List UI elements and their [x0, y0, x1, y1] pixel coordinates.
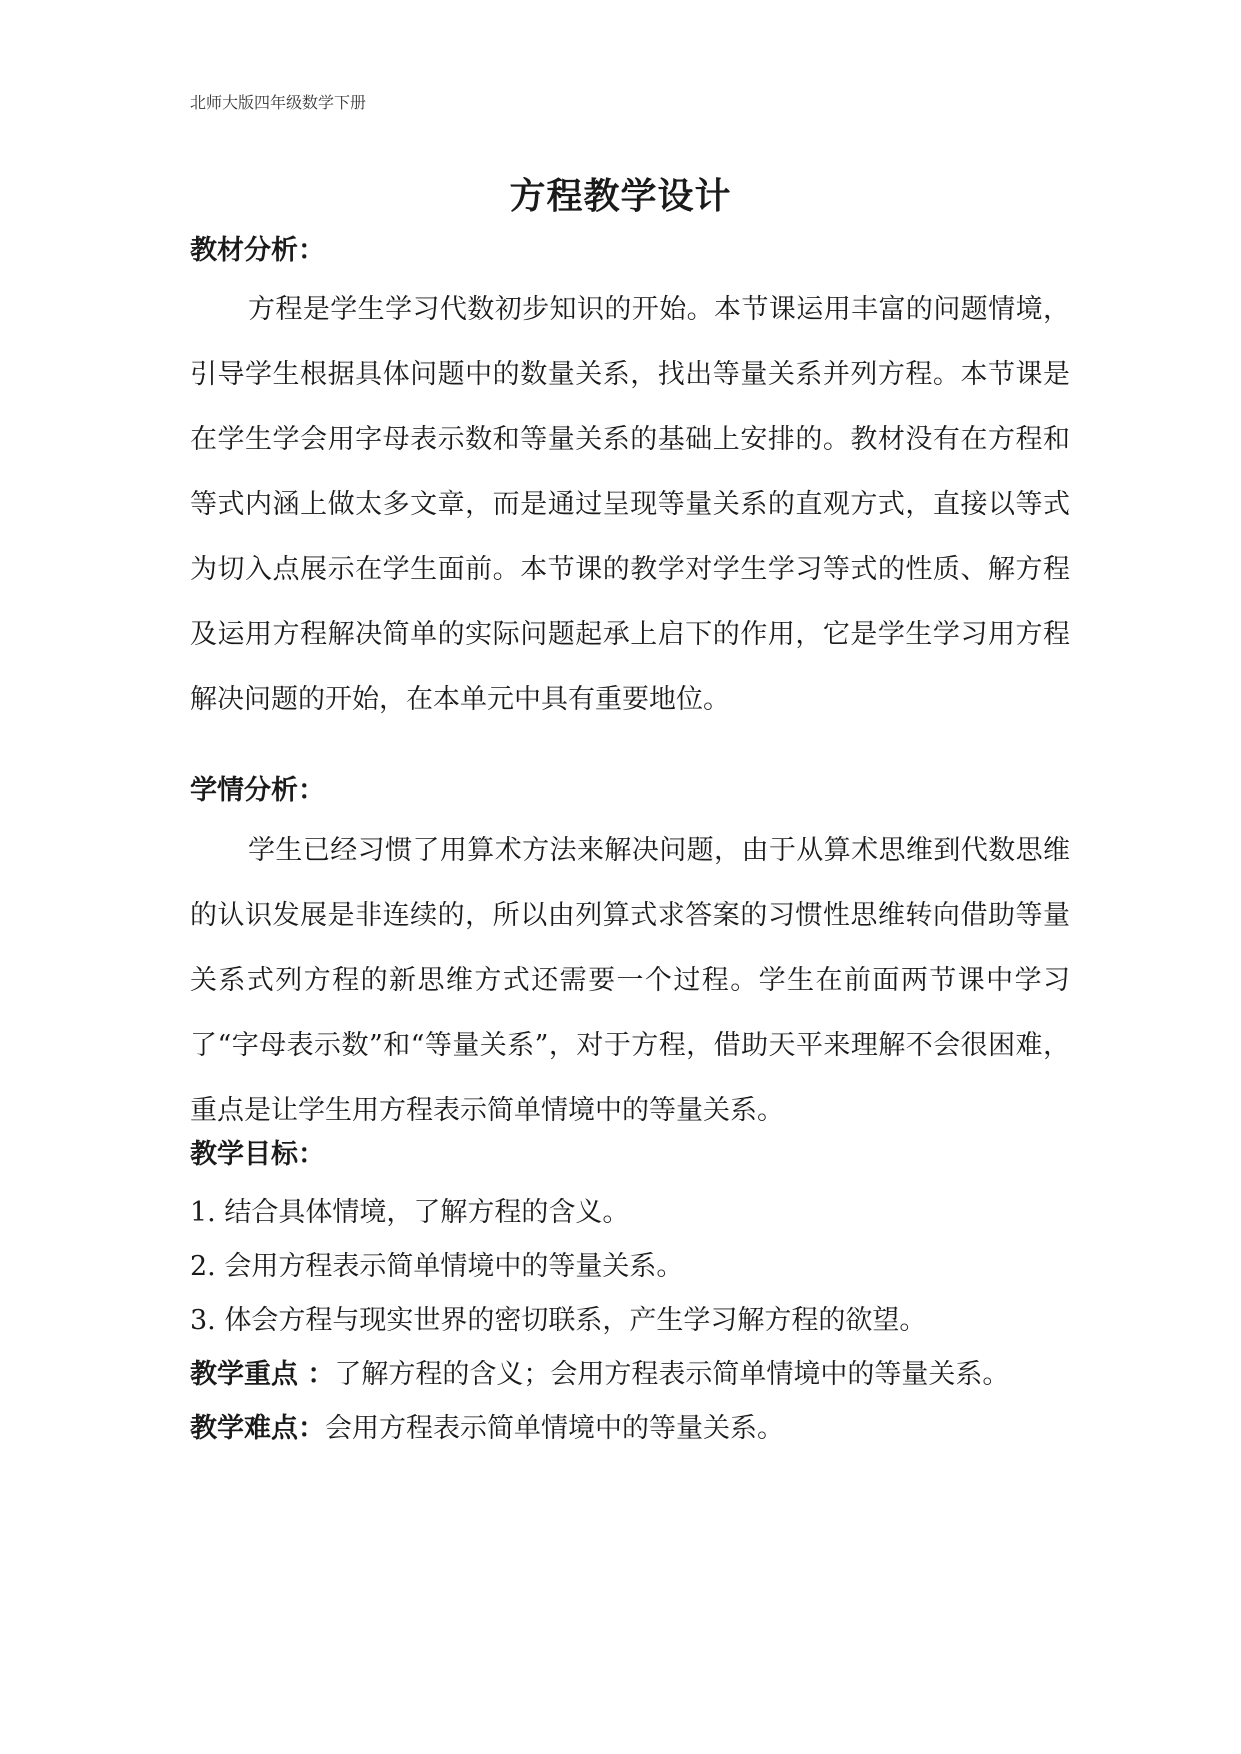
material-analysis-heading: 教材分析： [190, 235, 325, 266]
goal-item-3: 3. 体会方程与现实世界的密切联系，产生学习解方程的欲望。 [190, 1305, 927, 1336]
document-title: 方程教学设计 [509, 175, 732, 217]
goal-item-1: 1. 结合具体情境，了解方程的含义。 [190, 1197, 630, 1228]
key-point-label: 教学重点 ： [190, 1359, 335, 1390]
difficulty-text: 会用方程表示简单情境中的等量关系。 [325, 1413, 784, 1444]
key-point-text: 了解方程的含义；会用方程表示简单情境中的等量关系。 [334, 1359, 1010, 1390]
student-analysis-text: 学生已经习惯了用算术方法来解决问题，由于从算术思维到代数思维的认识发展是非连续的，所以由列算式求答案的习惯性思维转向借助等量关系式列方程的新思维方式还需要一个过程。学生在前面两节课中学习了“字母表示数”和“等量关系”，对于方程，借助天平来理解不会很困难，重点是让学生用方程表示简单情境中的等量关系。 [190, 835, 1070, 1126]
material-analysis-text: 方程是学生学习代数初步知识的开始。本节课运用丰富的问题情境，引导学生根据具体问题中的数量关系，找出等量关系并列方程。本节课是在学生学会用字母表示数和等量关系的基础上安排的。教材没有在方程和等式内涵上做太多文章，而是通过呈现等量关系的直观方式，直接以等式为切入点展示在学生面前。本节课的教学对学生学习等式的性质、解方程及运用方程解决简单的实际问题起承上启下的作用，它是学生学习用方程解决问题的开始，在本单元中具有重要地位。 [190, 294, 1070, 715]
teaching-goals-heading: 教学目标： [190, 1139, 325, 1170]
teaching-goals-list [190, 1186, 1090, 1348]
student-analysis-paragraph [190, 818, 1070, 1143]
difficulty-line [190, 1402, 784, 1456]
student-analysis-heading: 学情分析： [190, 775, 325, 806]
key-point-line [190, 1348, 1009, 1402]
document-header: 北师大版四年级数学下册 [190, 93, 367, 112]
difficulty-label: 教学难点： [190, 1413, 325, 1444]
goal-item-2: 2. 会用方程表示简单情境中的等量关系。 [190, 1251, 684, 1282]
material-analysis-paragraph [190, 277, 1070, 732]
